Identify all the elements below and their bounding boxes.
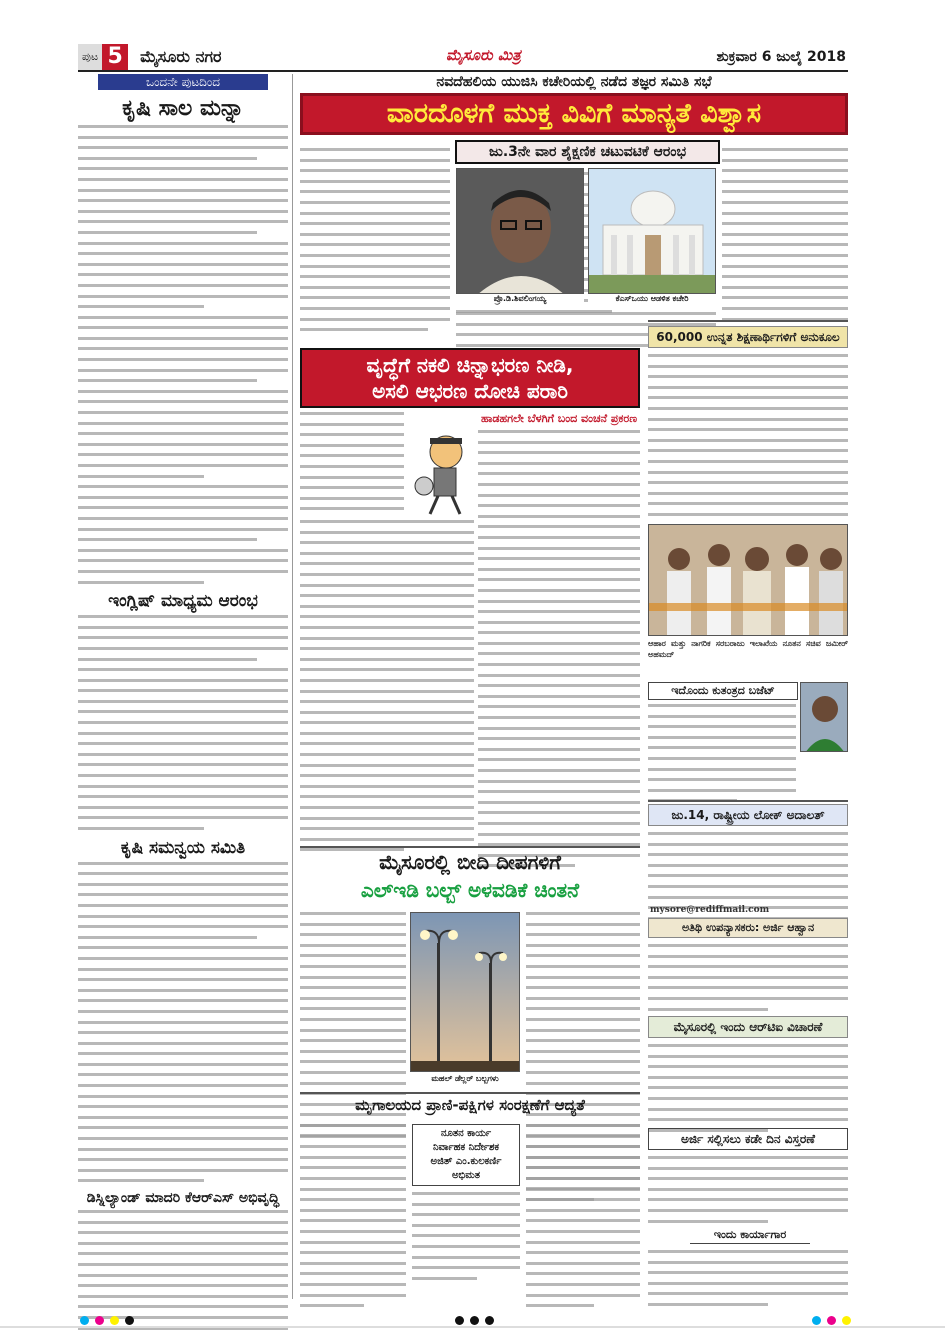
magenta-dot-icon (827, 1316, 836, 1325)
top-story-subhead: ಜು.3ನೇ ವಾರ ಶೈಕ್ಷಣಿಕ ಚಟುವಟಿಕೆ ಆರಂಭ (455, 140, 720, 164)
magenta-dot-icon (95, 1316, 104, 1325)
group-photo (648, 524, 848, 636)
article-body (648, 1250, 848, 1314)
black-dot-icon (125, 1316, 134, 1325)
quote-box (412, 1124, 520, 1186)
cyan-dot-icon (812, 1316, 821, 1325)
masthead (78, 44, 848, 72)
article-body (78, 125, 288, 584)
divider (300, 846, 640, 848)
streetlight-headline-line2: ಎಲ್‌ಇಡಿ ಬಲ್ಬ್ ಅಳವಡಿಕೆ ಚಿಂತನೆ (360, 878, 580, 902)
black-dot-icon (455, 1316, 464, 1325)
paper-name: ಮೈಸೂರು ಮಿತ್ರ (446, 46, 521, 64)
black-dot-icon (485, 1316, 494, 1325)
building-illustration (589, 169, 716, 294)
article-body (648, 944, 848, 1018)
right-story7-head: ಇಂದು ಕಾರ್ಯಾಗಾರ (690, 1226, 810, 1244)
registration-marks (812, 1316, 851, 1325)
right-story4-head: ಅತಿಥಿ ಉಪನ್ಯಾಸಕರು: ಅರ್ಜಿ ಆಹ್ವಾನ (648, 918, 848, 938)
dateline: ಶುಕ್ರವಾರ 6 ಜುಲೈ 2018 (716, 49, 846, 65)
streetlight-illustration (411, 913, 520, 1072)
article-body (648, 1044, 848, 1139)
right-story6-head: ಅರ್ಜಿ ಸಲ್ಲಿಸಲು ಕಡೇ ದಿನ ವಿಸ್ತರಣೆ (648, 1128, 848, 1150)
left-headline-3: ಕೃಷಿ ಸಮನ್ವಯ ಸಮಿತಿ (120, 837, 246, 858)
photo-caption: ಮಹಲ್ ಡೆಲ್ಲರ್ ಬಲ್ಬಗಳು (410, 1074, 520, 1086)
page-word: ಪುಟ (78, 44, 102, 70)
article-body (78, 862, 288, 1183)
registration-marks (80, 1316, 134, 1325)
contact-email[interactable]: mysore@rediffmail.com (650, 905, 770, 915)
cartoon-illustration (410, 430, 474, 516)
article-body (478, 430, 640, 875)
photo-caption: ಕೆಎಸ್‌ಒಯು ಆಡಳಿತ ಕಚೇರಿ (588, 294, 716, 306)
registration-marks (455, 1316, 494, 1325)
article-body (648, 354, 848, 534)
article-body (300, 1124, 406, 1315)
thief-cartoon (410, 430, 474, 516)
left-column (78, 74, 288, 1299)
yellow-dot-icon (842, 1316, 851, 1325)
quote-box-line2: ನಿರ್ವಾಹಕ ನಿರ್ದೇಶಕ (432, 1142, 500, 1153)
story2-headline-line1: ವೃದ್ಧೆಗೆ ನಕಲಿ ಚಿನ್ನಾಭರಣ ನೀಡಿ, (366, 353, 574, 377)
article-body (412, 1192, 520, 1287)
left-headline-4: ಡಿಸ್ನಿಲ್ಯಾಂಡ್ ಮಾದರಿ ಕೆಆರ್‌ಎಸ್ ಅಭಿವೃದ್ಧಿ (86, 1190, 280, 1206)
section-name: ಮೈಸೂರು ನಗರ (140, 47, 222, 66)
quote-box-line3: ಅಜಿತ್ ಎಂ.ಕುಲಕರ್ಣಿ (430, 1156, 502, 1167)
article-body (648, 1156, 848, 1230)
story2-headline-box (300, 348, 640, 408)
right-story2-head: ಇದೊಂದು ಕುತಂತ್ರದ ಬಜೆಟ್ (648, 682, 798, 700)
quote-box-line4: ಅಭಿಮತ (451, 1170, 481, 1181)
divider (648, 800, 848, 802)
article-body (648, 704, 796, 810)
photo-caption: ಪ್ರೊ.ಡಿ.ಶಿವಲಿಂಗಯ್ಯ (456, 294, 584, 306)
right-story1-head: 60,000 ಉನ್ನತ ಶಿಕ್ಷಣಾರ್ಥಿಗಳಿಗೆ ಅನುಕೂಲ (648, 326, 848, 348)
black-dot-icon (470, 1316, 479, 1325)
story2-headline-line2: ಅಸಲಿ ಆಭರಣ ದೋಚಿ ಪರಾರಿ (372, 379, 568, 403)
article-body (78, 615, 288, 830)
top-story-kicker: ನವದೆಹಲಿಯ ಯುಜಿಸಿ ಕಚೇರಿಯಲ್ಲಿ ನಡೆದ ತಜ್ಞರ ಸಮಿತಿ ಸಭೆ (436, 74, 712, 90)
page-number: 5 (102, 44, 128, 70)
article-body (300, 412, 404, 518)
building-photo (588, 168, 716, 294)
page-number-box (78, 44, 128, 70)
cyan-dot-icon (80, 1316, 89, 1325)
zoo-headline: ಮೃಗಾಲಯದ ಪ್ರಾಣಿ-ಪಕ್ಷಿಗಳ ಸಂರಕ್ಷಣೆಗೆ ಆದ್ಯತೆ (355, 1096, 585, 1114)
group-illustration (649, 525, 848, 636)
article-body (300, 520, 474, 859)
portrait-photo (456, 168, 584, 294)
right-story5-head: ಮೈಸೂರಲ್ಲಿ ಇಂದು ಆರ್‌ಟಿಐ ವಿಚಾರಣೆ (648, 1016, 848, 1038)
page-edge (0, 1326, 945, 1328)
article-body (300, 148, 450, 339)
quote-box-line1: ನೂತನ ಕಾರ್ಯ (440, 1128, 492, 1139)
yellow-dot-icon (110, 1316, 119, 1325)
photo-caption: ಆಹಾರ ಮತ್ತು ನಾಗರಿಕ ಸರಬರಾಜು ಇಲಾಖೆಯ ನೂತನ ಸಚಿವ ಜಮೀರ್ ಅಹಮದ್ (648, 638, 848, 659)
top-story-headline: ವಾರದೊಳಗೆ ಮುಕ್ತ ವಿವಿಗೆ ಮಾನ್ಯತೆ ವಿಶ್ವಾಸ (300, 93, 848, 135)
story2-kicker: ಹಾಡಹಗಲೇ ಬೆಳಗಿಗೆ ಬಂದ ವಂಚನೆ ಪ್ರಕರಣ (480, 412, 637, 425)
article-body (526, 1124, 640, 1315)
article-body (722, 148, 848, 339)
streetlight-photo (410, 912, 520, 1072)
portrait-illustration (457, 169, 584, 294)
left-headline-2: ಇಂಗ್ಲಿಷ್ ಮಾಧ್ಯಮ ಆರಂಭ (108, 591, 258, 612)
divider (648, 320, 848, 322)
politician-illustration (801, 683, 848, 752)
divider (300, 1092, 640, 1094)
right-story3-head: ಜು.14, ರಾಷ್ಟ್ರೀಯ ಲೋಕ್ ಅದಾಲತ್ (648, 804, 848, 826)
column-divider (292, 74, 293, 1299)
politician-photo (800, 682, 848, 752)
streetlight-headline-line1: ಮೈಸೂರಲ್ಲಿ ಬೀದಿ ದೀಪಗಳಿಗೆ (379, 850, 561, 874)
left-headline-1: ಕೃಷಿ ಸಾಲ ಮನ್ನಾ (122, 96, 244, 121)
continued-tag: ಒಂದನೇ ಪುಟದಿಂದ (98, 74, 268, 90)
